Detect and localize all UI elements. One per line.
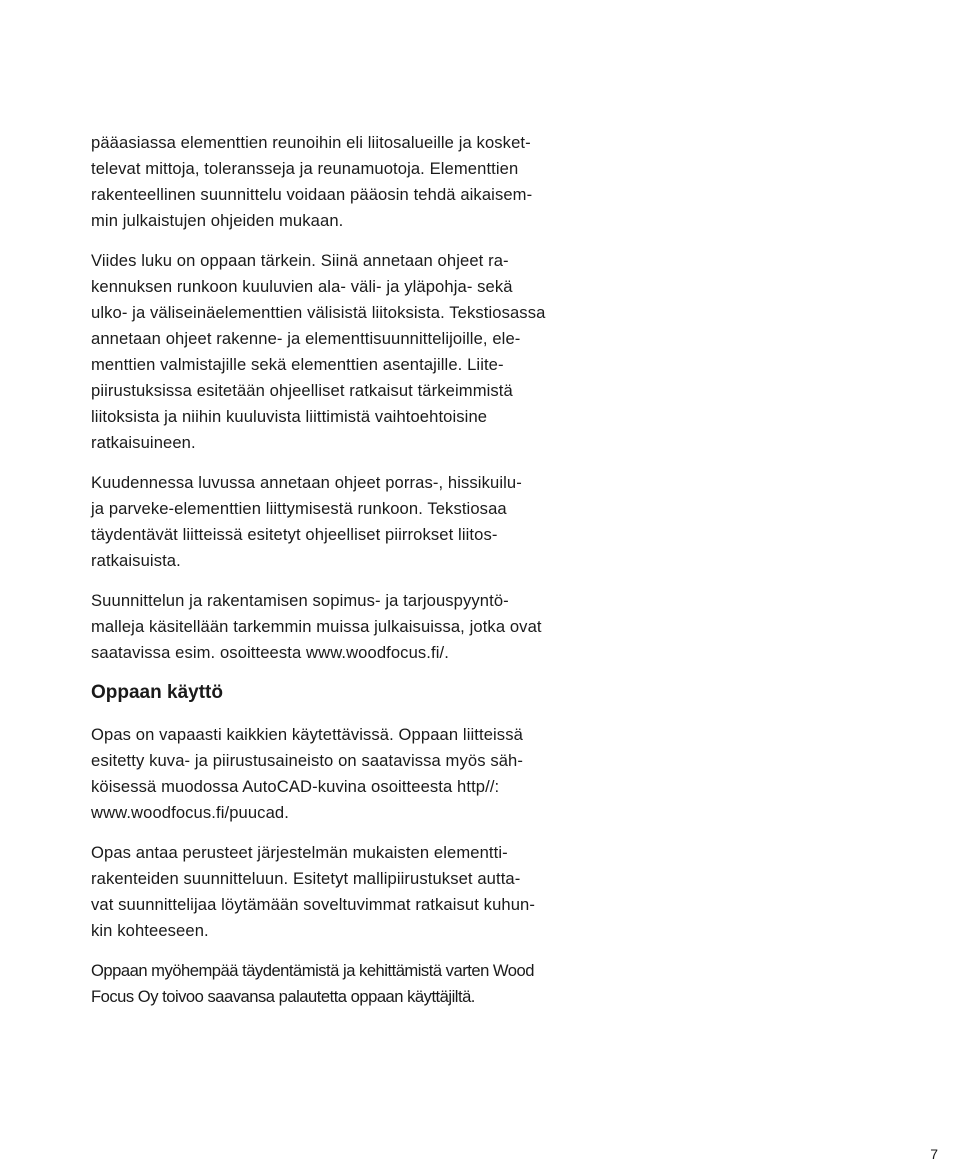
main-text-column [91, 130, 561, 1024]
section-heading: Oppaan käyttö [91, 682, 223, 703]
paragraph-design-basis: Opas antaa perusteet järjestelmän mukaisten elementti- rakenteiden suunnitteluun. Esitetyt mallipiirustukset autta- vat suunnittelijaa löytämään soveltuvimmat ratkaisut kuhun- kin kohteeseen. [91, 843, 536, 940]
paragraph-contract-models: Suunnittelun ja rakentamisen sopimus- ja tarjouspyyntö- malleja käsitellään tarkemmin muissa julkaisuissa, jotka ovat saatavissa esim. osoitteesta www.woodfocus.fi/. [91, 591, 542, 662]
page-number: 7 [930, 1146, 938, 1162]
paragraph-elements-scope: pääasiassa elementtien reunoihin eli liitosalueille ja kosket- televat mittoja, toleransseja ja reunamuotoja. Elementtien rakenteellinen suunnittelu voidaan pääosin tehdä aikaisem- min julkaistujen ohjeiden mukaan. [91, 133, 533, 230]
paragraph-availability: Opas on vapaasti kaikkien käytettävissä. Oppaan liitteissä esitetty kuva- ja piirustusaineisto on saatavissa myös säh- köisessä muodossa AutoCAD-kuvina osoitteesta http//: www.woodfocus.fi/puucad. [91, 725, 523, 822]
paragraph-chapter-six: Kuudennessa luvussa annetaan ohjeet porras-, hissikuilu- ja parveke-elementtien liittymisestä runkoon. Tekstiosaa täydentävät liitteissä esitetyt ohjeelliset piirrokset liitos- ratkaisuista. [91, 473, 522, 570]
paragraph-chapter-five: Viides luku on oppaan tärkein. Siinä annetaan ohjeet ra- kennuksen runkoon kuuluvien ala- väli- ja yläpohja- sekä ulko- ja väliseinäelementtien välisistä liitoksista. Tekstiosassa annetaan ohjeet rakenne- ja elementtisuunnittelijoille, ele- menttien valmistajille sekä elementtien asentajille. Liite- piirustuksissa esitetään ohjeelliset ratkaisut tärkeimmistä liitoksista ja niihin kuuluvista liittimistä vaihtoehtoisine ratkaisuineen. [91, 251, 546, 452]
paragraph-feedback: Oppaan myöhempää täydentämistä ja kehittämistä varten Wood Focus Oy toivoo saavansa palautetta oppaan käyttäjiltä. [91, 961, 534, 1006]
